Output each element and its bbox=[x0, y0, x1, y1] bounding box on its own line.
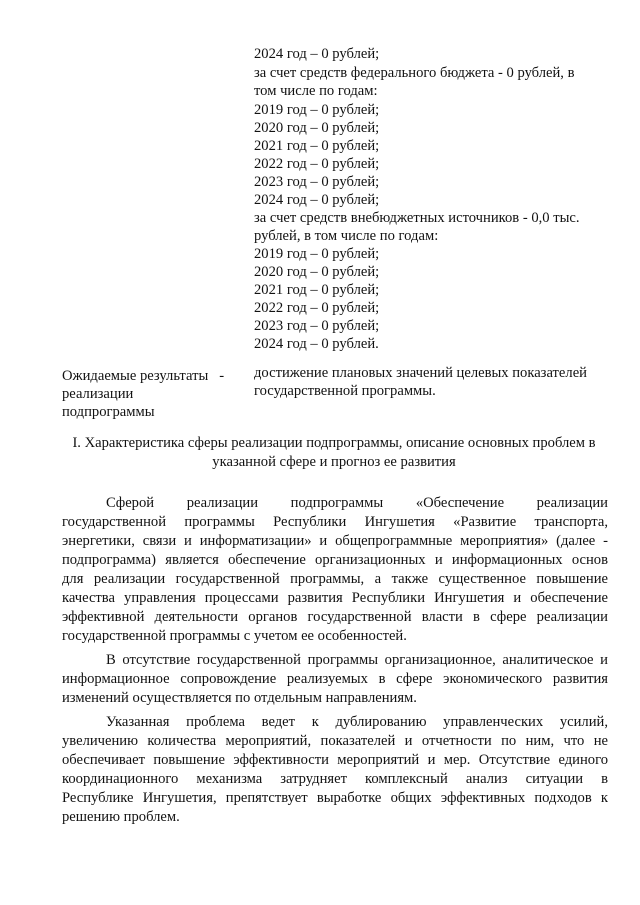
funding-line: 2024 год – 0 рублей; bbox=[254, 192, 380, 208]
paragraph-line: государственной программы с учетом ее особенностей. bbox=[62, 628, 407, 644]
paragraph-line: Республике Ингушетия, препятствует выработке общих эффективных подходов к bbox=[62, 790, 608, 806]
funding-line: 2024 год – 0 рублей. bbox=[254, 336, 379, 352]
funding-line: том числе по годам: bbox=[254, 83, 378, 99]
results-label: реализации bbox=[62, 386, 134, 402]
funding-line: 2022 год – 0 рублей; bbox=[254, 300, 380, 316]
funding-line: 2023 год – 0 рублей; bbox=[254, 174, 380, 190]
funding-line: за счет средств внебюджетных источников - 0,0 тыс. bbox=[254, 210, 580, 226]
paragraph-line: энергетики, связи и информатизации» и общепрограммные мероприятия» (далее - bbox=[62, 533, 608, 549]
paragraph-line: Указанная проблема ведет к дублированию управленческих усилий, bbox=[106, 714, 608, 730]
funding-line: за счет средств федерального бюджета - 0 рублей, в bbox=[254, 65, 575, 81]
results-value: государственной программы. bbox=[254, 383, 436, 399]
paragraph-line: информационное сопровождение реализуемых в сфере экономического развития bbox=[62, 671, 608, 687]
paragraph-line: для реализации государственной программы, а также существенное повышение bbox=[62, 571, 608, 587]
funding-line: 2020 год – 0 рублей; bbox=[254, 120, 380, 136]
paragraph-line: качества управления процессами развития Республики Ингушетия и обеспечение bbox=[62, 590, 608, 606]
funding-line: 2021 год – 0 рублей; bbox=[254, 282, 380, 298]
paragraph-line: В отсутствие государственной программы организационное, аналитическое и bbox=[106, 652, 608, 668]
section-heading-line: указанной сфере и прогноз ее развития bbox=[212, 454, 456, 470]
paragraph-line: государственной программы Республики Ингушетия «Развитие транспорта, bbox=[62, 514, 608, 530]
paragraph-line: эффективной деятельности органов государственной власти в сфере реализации bbox=[62, 609, 608, 625]
results-label: подпрограммы bbox=[62, 404, 155, 420]
results-value: достижение плановых значений целевых показателей bbox=[254, 365, 587, 381]
funding-line: 2023 год – 0 рублей; bbox=[254, 318, 380, 334]
paragraph-line: обеспечивает повышение эффективности мероприятий и мер. Отсутствие единого bbox=[62, 752, 608, 768]
funding-line: рублей, в том числе по годам: bbox=[254, 228, 439, 244]
funding-line: 2019 год – 0 рублей; bbox=[254, 246, 380, 262]
funding-line: 2019 год – 0 рублей; bbox=[254, 102, 380, 118]
funding-line: 2022 год – 0 рублей; bbox=[254, 156, 380, 172]
paragraph-line: решению проблем. bbox=[62, 809, 180, 825]
funding-line: 2020 год – 0 рублей; bbox=[254, 264, 380, 280]
paragraph-line: подпрограмма) является обеспечение организационных и информационных основ bbox=[62, 552, 608, 568]
paragraph-line: координационного механизма затрудняет комплексный анализ ситуации в bbox=[62, 771, 608, 787]
paragraph-line: увеличению количества мероприятий, показателей и отчетности по ним, что не bbox=[62, 733, 608, 749]
paragraph-line: Сферой реализации подпрограммы «Обеспечение реализации bbox=[106, 495, 608, 511]
funding-line: 2024 год – 0 рублей; bbox=[254, 46, 380, 62]
results-label: Ожидаемые результаты - bbox=[62, 368, 225, 384]
section-heading-line: I. Характеристика сферы реализации подпрограммы, описание основных проблем в bbox=[72, 435, 596, 451]
funding-line: 2021 год – 0 рублей; bbox=[254, 138, 380, 154]
paragraph-line: изменений осуществляется по отдельным направлениям. bbox=[62, 690, 417, 706]
